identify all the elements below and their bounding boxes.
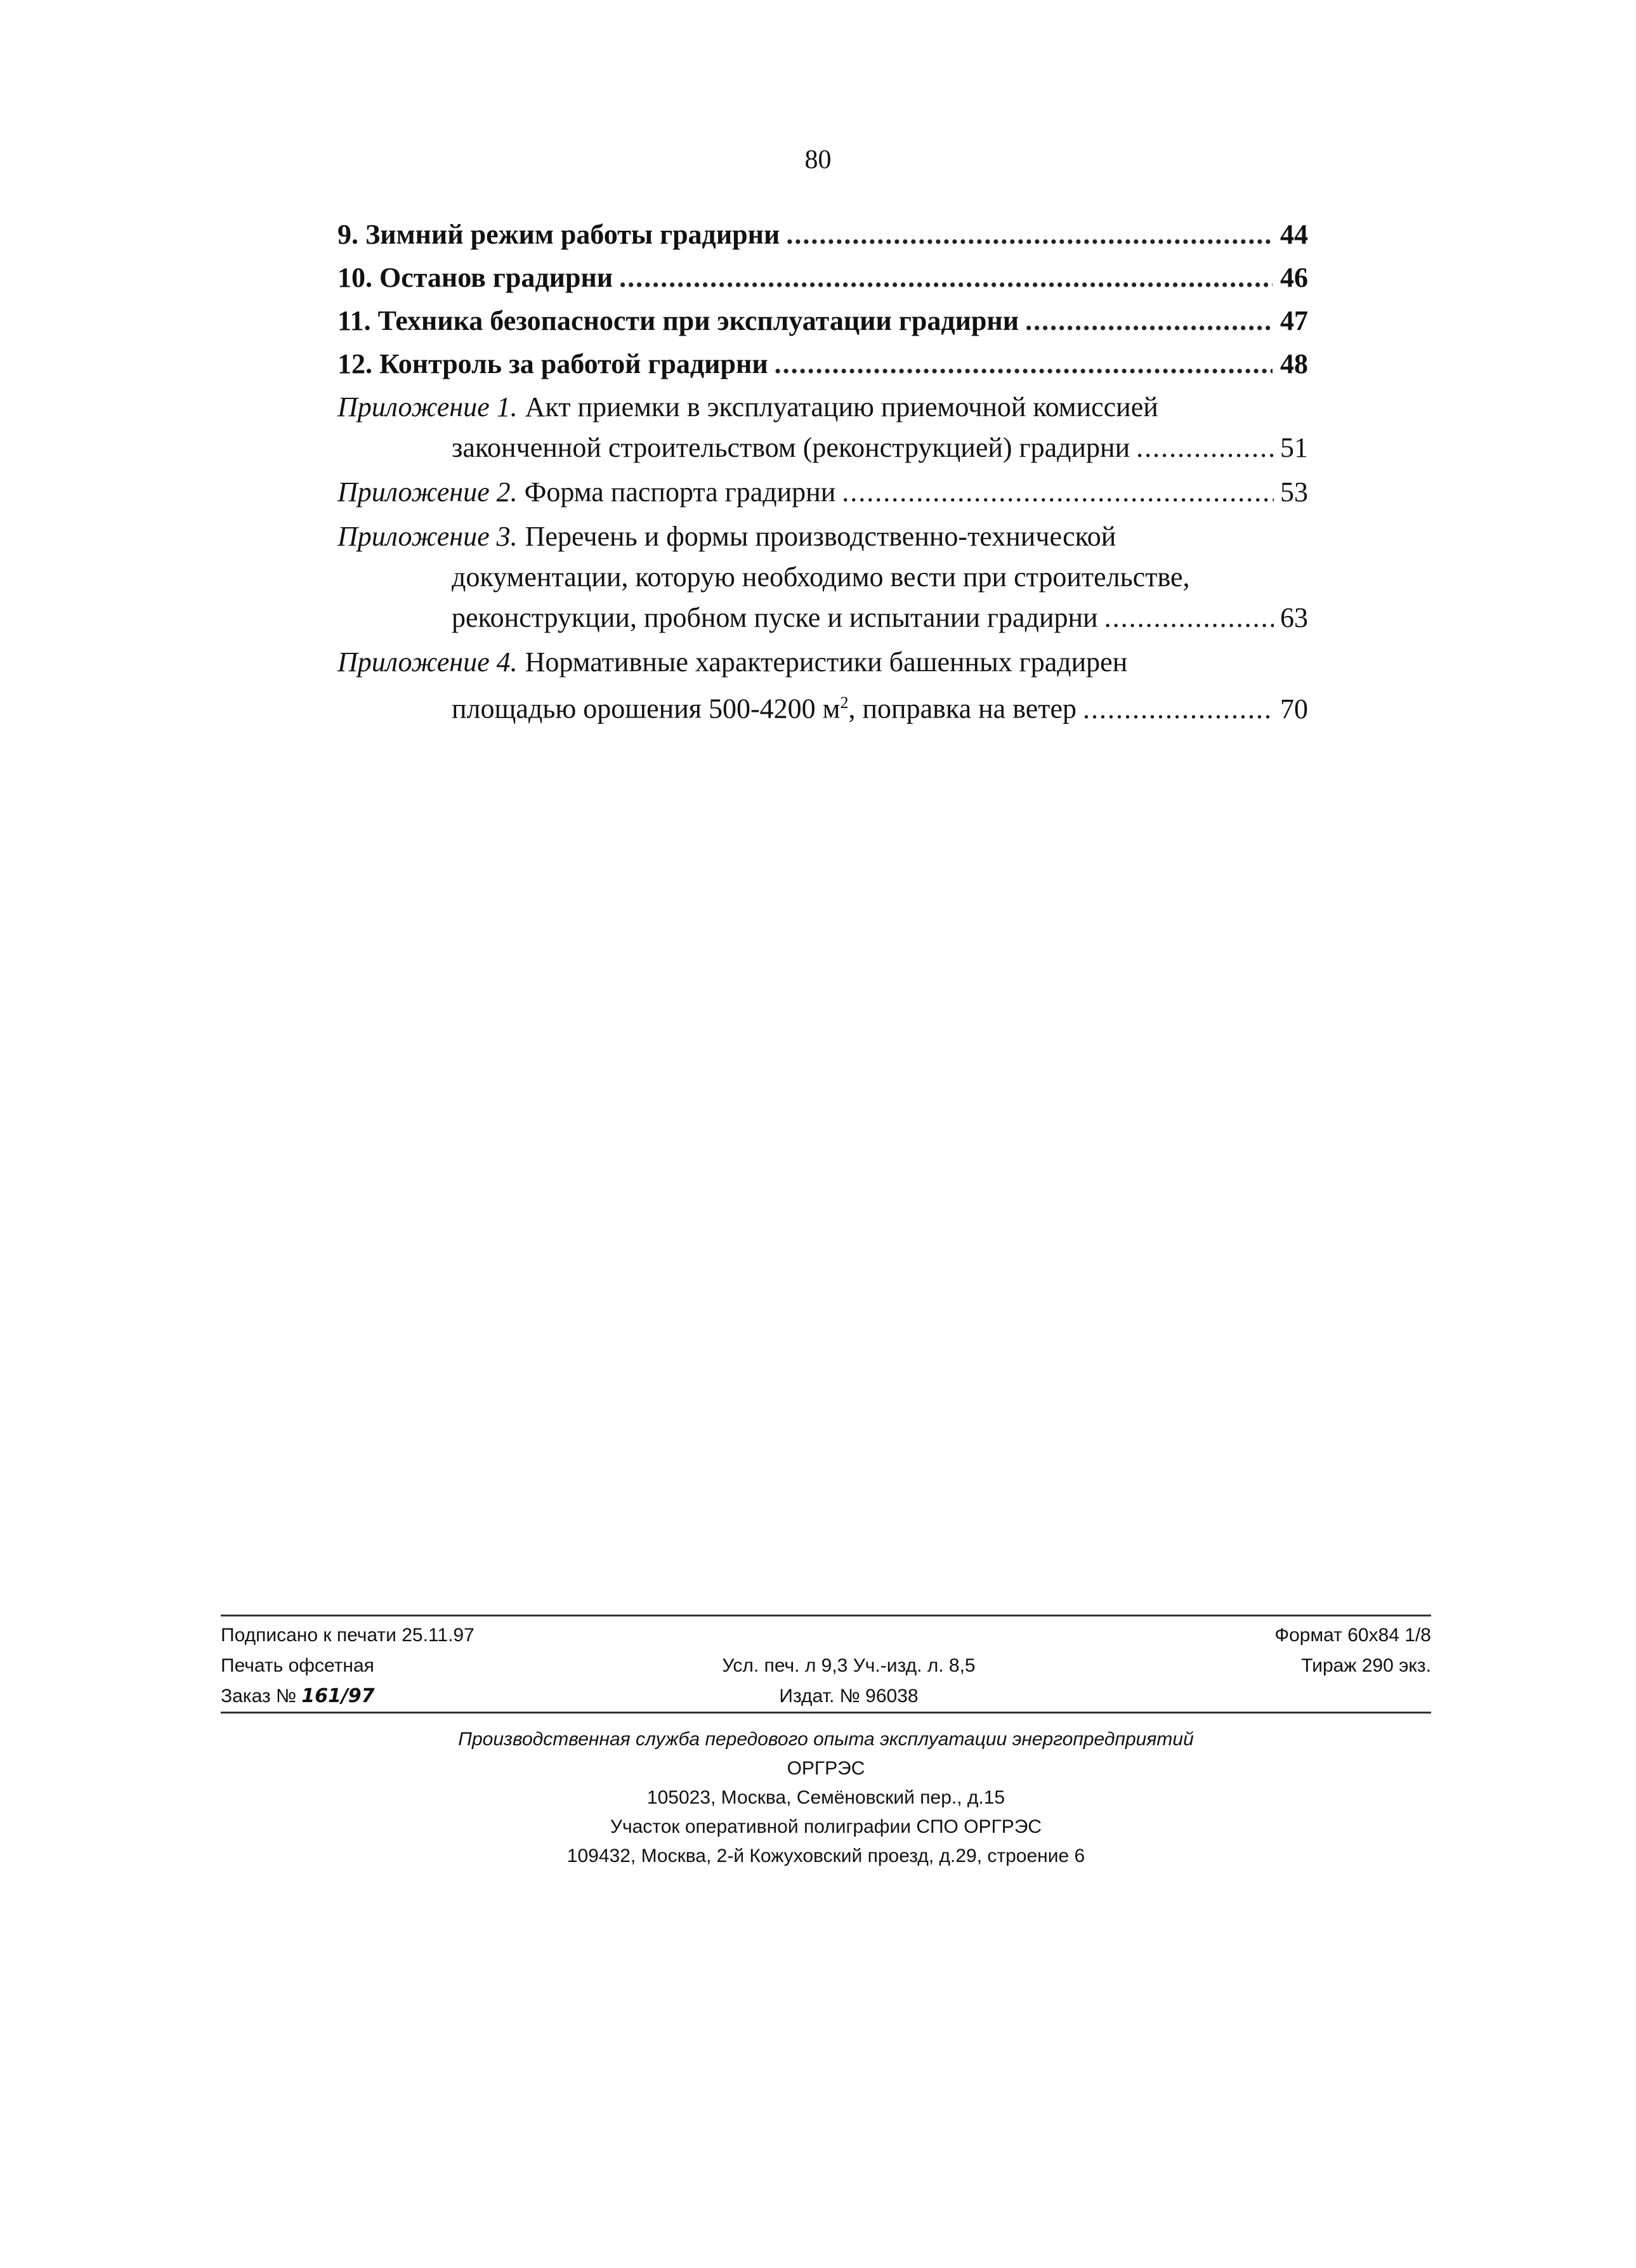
circulation: Тираж 290 экз. xyxy=(1301,1655,1431,1676)
appendix-label: Приложение 2. xyxy=(337,476,518,508)
signed-date: Подписано к печати 25.11.97 xyxy=(221,1625,474,1646)
toc-entry-10 xyxy=(337,258,1308,298)
dot-leader xyxy=(1136,428,1274,468)
table-of-contents xyxy=(337,214,1308,733)
toc-entry-9 xyxy=(337,214,1308,255)
appendix-label: Приложение 3. xyxy=(337,521,518,552)
appendix-label: Приложение 1. xyxy=(337,391,518,423)
dot-leader xyxy=(619,258,1273,298)
dot-leader xyxy=(1083,689,1274,730)
toc-entry-12 xyxy=(337,344,1308,384)
print-type: Печать офсетная xyxy=(221,1655,374,1676)
toc-entry-title: 9. Зимний режим работы градирни xyxy=(337,219,780,250)
paper-format: Формат 60х84 1/8 xyxy=(1274,1625,1431,1646)
imprint-block xyxy=(221,1615,1431,1871)
toc-entry-title: 12. Контроль за работой градирни xyxy=(337,348,768,379)
dot-leader xyxy=(1104,598,1274,638)
order-number: Заказ № 161/97 xyxy=(221,1685,375,1707)
toc-entry-11 xyxy=(337,301,1308,341)
appendix-page: 53 xyxy=(1280,476,1308,508)
appendix-title-line: Акт приемки в эксплуатацию приемочной комиссией xyxy=(525,391,1158,423)
toc-entry-page: 44 xyxy=(1280,219,1308,250)
appendix-4-entry xyxy=(337,642,1308,730)
publication-number: Издат. № 96038 xyxy=(779,1686,919,1707)
appendix-label: Приложение 4. xyxy=(337,646,518,678)
appendix-title-line: реконструкции, пробном пуске и испытании градирни xyxy=(452,602,1098,633)
appendix-title-line: Форма паспорта градирни xyxy=(524,476,836,508)
appendix-page: 51 xyxy=(1280,432,1308,463)
publisher-abbr: ОРГРЭС xyxy=(787,1758,865,1779)
appendix-1-entry xyxy=(337,387,1308,468)
publisher-name: Производственная служба передового опыта эксплуатации энергопредприятий xyxy=(458,1729,1194,1750)
imprint-bottom-rule xyxy=(221,1712,1431,1714)
appendix-3-entry xyxy=(337,516,1308,638)
publisher-address: 105023, Москва, Семёновский пер., д.15 xyxy=(646,1787,1005,1808)
print-sheets: Усл. печ. л 9,3 Уч.-изд. л. 8,5 xyxy=(722,1655,976,1676)
dot-leader xyxy=(1025,301,1273,341)
appendix-title-line: законченной строительством (реконструкцией) градирни xyxy=(452,432,1130,463)
appendix-2-entry xyxy=(337,472,1308,513)
printshop-name: Участок оперативной полиграфии СПО ОРГРЭС xyxy=(610,1816,1042,1837)
printshop-address: 109432, Москва, 2-й Кожуховский проезд, д.29, строение 6 xyxy=(566,1845,1085,1866)
toc-entry-page: 46 xyxy=(1280,262,1308,293)
appendix-title-line: площадью орошения 500-4200 $м^2$, поправка на ветер xyxy=(452,693,1077,724)
toc-entry-page: 48 xyxy=(1280,348,1308,379)
toc-entry-page: 47 xyxy=(1280,305,1308,336)
publisher-block xyxy=(221,1725,1431,1871)
order-number-handwritten: 161/97 xyxy=(301,1685,375,1707)
dot-leader xyxy=(842,472,1274,513)
dot-leader xyxy=(775,344,1273,384)
appendix-title-line: Нормативные характеристики башенных градирен xyxy=(525,646,1128,678)
appendix-title-line: документации, которую необходимо вести при строительстве, xyxy=(452,561,1190,593)
appendix-page: 63 xyxy=(1280,602,1308,633)
appendix-title-line: Перечень и формы производственно-технической xyxy=(525,521,1116,552)
appendix-page: 70 xyxy=(1280,693,1308,724)
toc-entry-title: 11. Техника безопасности при эксплуатации градирни xyxy=(337,305,1019,336)
dot-leader xyxy=(786,214,1273,255)
toc-entry-title: 10. Останов градирни xyxy=(337,262,613,293)
page-number: 80 xyxy=(804,145,832,174)
